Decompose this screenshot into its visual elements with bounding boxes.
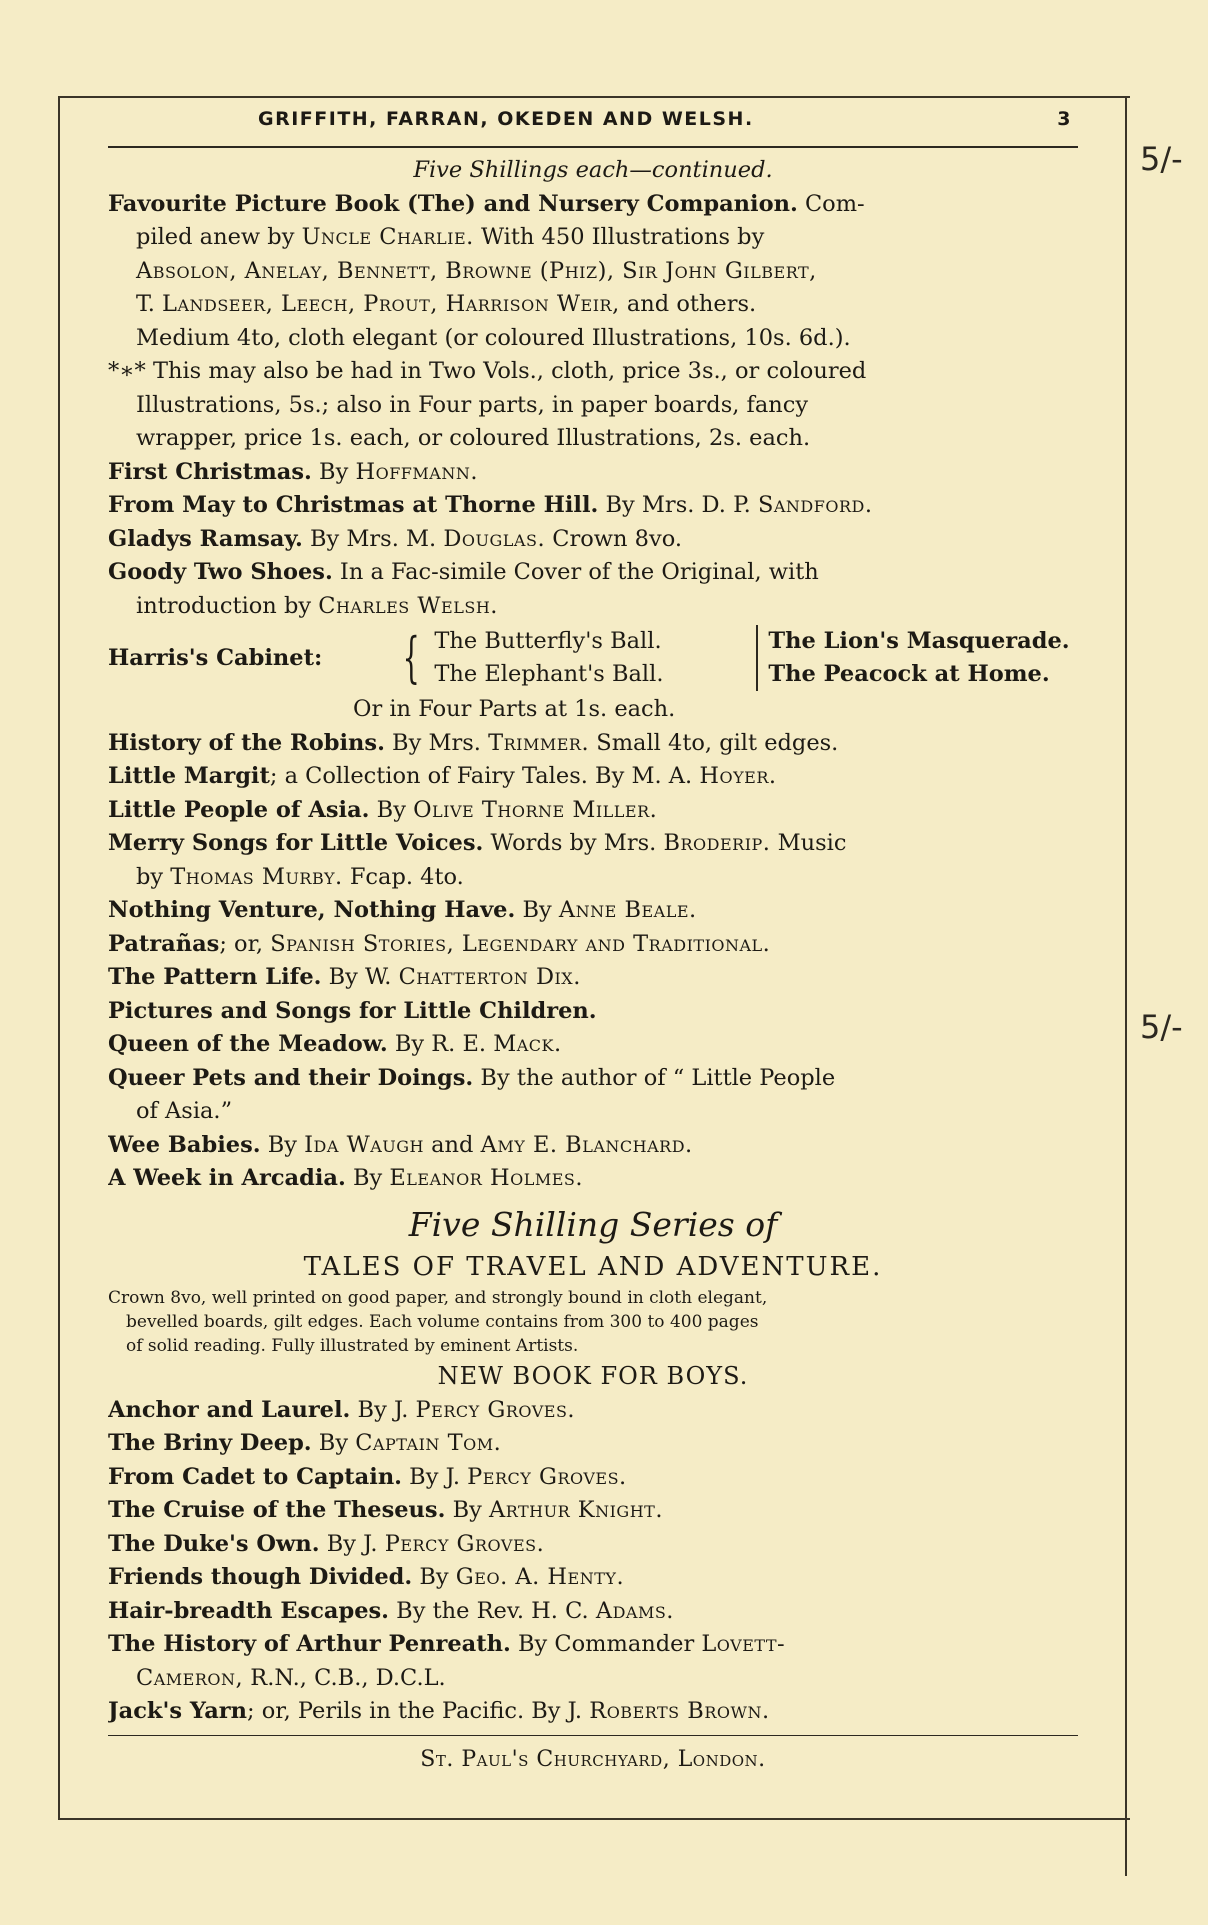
cabinet-title: The Lion's Masquerade. <box>768 628 1070 654</box>
entry-title: Nothing Venture, Nothing Have. <box>108 897 516 923</box>
entry-author: Adams. <box>595 1597 674 1624</box>
catalogue-entry <box>108 1427 1078 1461</box>
entry-text: By <box>260 1131 305 1158</box>
catalogue-entry <box>108 1028 1078 1062</box>
catalogue-entry-line <box>108 355 1078 389</box>
entry-text: By Mrs. M. <box>302 525 444 552</box>
catalogue-entry-line <box>108 221 1078 255</box>
catalogue-entry <box>108 188 1078 222</box>
section-heading: Five Shillings each—continued. <box>413 157 773 183</box>
entry-text: and others. <box>619 291 757 317</box>
entry-author: Trimmer. <box>488 729 590 756</box>
entry-text: R.N., C.B., D.C.L. <box>243 1664 446 1691</box>
catalogue-entry <box>108 1494 1078 1528</box>
entry-text: Music <box>770 830 847 856</box>
catalogue-entry <box>108 556 1078 590</box>
catalogue-entry <box>108 1461 1078 1495</box>
entry-text: Illustrations, 5s.; also in Four parts, in paper boards, fancy <box>136 391 809 418</box>
entry-title: Little Margit <box>108 763 270 789</box>
catalogue-page <box>108 108 1078 1778</box>
entry-text: ; or, <box>219 930 271 957</box>
catalogue-entry <box>108 456 1078 490</box>
entry-author: Broderip. <box>663 830 771 856</box>
cabinet-title: The Butterfly's Ball. <box>434 628 662 654</box>
entry-author: Percy Groves. <box>384 1530 545 1557</box>
cabinet-right-column <box>768 625 1069 691</box>
cabinet-title: The Peacock at Home. <box>768 661 1050 687</box>
entry-text: and <box>423 1131 481 1158</box>
cabinet-label: Harris's Cabinet: <box>108 645 323 671</box>
cabinet-title: The Elephant's Ball. <box>434 661 664 687</box>
header-rule <box>108 146 1078 148</box>
series-subtitle: TALES OF TRAVEL AND ADVENTURE. <box>303 1251 883 1282</box>
entry-title: Favourite Picture Book (The) and Nursery Companion. <box>108 190 798 217</box>
catalogue-entry <box>108 523 1078 557</box>
entry-text: In a Fac-simile Cover of the Original, with <box>332 559 819 585</box>
entry-title: Hair-breadth Escapes. <box>108 1597 390 1624</box>
entry-text: Crown 8vo. <box>545 525 682 552</box>
entry-author: Charles Welsh. <box>318 592 498 619</box>
entry-text: By the author of “ Little People <box>473 1064 836 1091</box>
entry-text: By <box>345 1165 390 1191</box>
entry-title: The Duke's Own. <box>108 1530 320 1557</box>
entry-title: First Christmas. <box>108 458 312 485</box>
entry-title: Merry Songs for Little Voices. <box>108 830 484 856</box>
entry-text: By <box>412 1564 456 1590</box>
entry-title: Friends though Divided. <box>108 1564 413 1590</box>
catalogue-entry-line <box>108 1095 1078 1129</box>
entry-author: Percy Groves. <box>415 1396 576 1423</box>
catalogue-entry-line <box>108 389 1078 423</box>
entry-text: piled anew by <box>136 224 302 250</box>
entry-title: The Pattern Life. <box>108 964 322 990</box>
entry-title: Jack's Yarn <box>108 1698 248 1724</box>
entry-title: The Cruise of the Theseus. <box>108 1497 446 1523</box>
entry-text: *∗* This may also be had in Two Vols., cloth, price 3s., or coloured <box>108 358 867 384</box>
publisher-header: GRIFFITH, FARRAN, OKEDEN AND WELSH. <box>258 108 754 130</box>
entry-title: From Cadet to Captain. <box>108 1463 403 1490</box>
entry-text: of Asia.” <box>136 1098 233 1124</box>
entry-text: By Mrs. D. P. <box>598 492 758 518</box>
catalogue-entry <box>108 1394 1078 1428</box>
entry-title: Gladys Ramsay. <box>108 525 303 552</box>
catalogue-entry-line <box>108 288 1078 322</box>
catalogue-entry <box>108 1695 1078 1729</box>
catalogue-entry <box>108 1595 1078 1629</box>
entry-author: Lovett- <box>701 1631 786 1657</box>
entry-text: introduction by <box>136 592 319 619</box>
catalogue-entry <box>108 827 1078 861</box>
section1-list-continued <box>108 727 1078 1196</box>
entry-author: Olive Thorne Miller. <box>413 796 658 823</box>
entry-author: Anne Beale. <box>558 897 697 923</box>
page-number: 3 <box>1057 108 1072 130</box>
entry-title: The History of Arthur Penreath. <box>108 1631 511 1657</box>
page-frame-right <box>1125 96 1127 1876</box>
margin-price-2: 5/- <box>1140 1008 1183 1046</box>
entry-text: By Mrs. <box>384 729 489 756</box>
entry-text: By J. <box>350 1396 416 1423</box>
entry-title: History of the Robins. <box>108 729 385 756</box>
catalogue-entry <box>108 894 1078 928</box>
entry-title: Queen of the Meadow. <box>108 1031 388 1057</box>
brace-icon: { <box>402 626 420 689</box>
new-book-heading: NEW BOOK FOR BOYS. <box>437 1361 749 1390</box>
entry-text: By <box>445 1497 489 1523</box>
entry-text: By <box>515 897 559 923</box>
entry-text: By <box>311 1430 356 1456</box>
catalogue-entry <box>108 1628 1078 1662</box>
entry-text: Com- <box>797 190 865 217</box>
entry-title: Pictures and Songs for Little Children. <box>108 997 597 1024</box>
entry-author: Thomas Murby. <box>170 863 343 890</box>
entry-author: Mack. <box>493 1031 562 1057</box>
section2-list <box>108 1394 1078 1729</box>
catalogue-entry <box>108 928 1078 962</box>
entry-text: wrapper, price 1s. each, or coloured Illustrations, 2s. each. <box>136 425 811 451</box>
catalogue-entry <box>108 1162 1078 1196</box>
catalogue-entry <box>108 794 1078 828</box>
entry-text: ; a Collection of Fairy Tales. By M. A. <box>269 763 700 789</box>
entry-text: by <box>136 863 171 890</box>
entry-author: Cameron, <box>136 1664 244 1691</box>
catalogue-entry-line <box>108 255 1078 289</box>
entry-author: Spanish Stories, Legendary and Traditional. <box>270 930 771 957</box>
footer-rule <box>108 1735 1078 1737</box>
entry-text: By R. E. <box>387 1031 494 1057</box>
section1-list <box>108 188 1078 624</box>
catalogue-entry-line <box>108 1662 1078 1696</box>
catalogue-entry <box>108 961 1078 995</box>
catalogue-entry <box>108 760 1078 794</box>
entry-title: Patrañas <box>108 930 220 957</box>
entry-author: Chatterton Dix. <box>398 964 581 990</box>
catalogue-entry <box>108 727 1078 761</box>
entry-title: Anchor and Laurel. <box>108 1396 351 1423</box>
entry-title: Wee Babies. <box>108 1131 261 1158</box>
catalogue-entry <box>108 1062 1078 1096</box>
entry-author: Douglas. <box>443 525 546 552</box>
catalogue-entry-line <box>108 322 1078 356</box>
entry-text: Words by Mrs. <box>483 830 664 856</box>
catalogue-entry <box>108 1528 1078 1562</box>
entry-text: ; or, Perils in the Pacific. By J. <box>247 1698 590 1724</box>
entry-text: By <box>369 796 414 823</box>
entry-author: Roberts Brown. <box>589 1698 770 1724</box>
entry-author: Eleanor Holmes. <box>389 1165 584 1191</box>
entry-title: Queer Pets and their Doings. <box>108 1064 474 1091</box>
entry-text: By W. <box>321 964 399 990</box>
entry-author: Hoffmann. <box>355 458 478 485</box>
series-description-line: of solid reading. Fully illustrated by eminent Artists. <box>126 1335 579 1356</box>
series-description-line: bevelled boards, gilt edges. Each volume contains from 300 to 400 pages <box>126 1311 759 1332</box>
catalogue-entry <box>108 489 1078 523</box>
entry-text: Medium 4to, cloth elegant (or coloured Illustrations, 10s. 6d.). <box>136 324 851 351</box>
entry-title: Goody Two Shoes. <box>108 559 333 585</box>
catalogue-entry <box>108 1561 1078 1595</box>
catalogue-entry-line <box>108 861 1078 895</box>
entry-text: T. <box>136 291 163 317</box>
entry-text: Small 4to, gilt edges. <box>589 729 839 756</box>
entry-author: Absolon, Anelay, Bennett, Browne (Phiz), Sir John Gilbert, <box>136 257 817 284</box>
entry-author: Sandford. <box>757 492 873 518</box>
entry-text: By the Rev. H. C. <box>389 1597 596 1624</box>
entry-author: Amy E. Blanchard. <box>480 1131 693 1158</box>
cabinet-note: Or in Four Parts at 1s. each. <box>353 696 676 722</box>
margin-price-1: 5/- <box>1140 140 1183 178</box>
entry-author: Captain Tom. <box>355 1430 502 1456</box>
entry-title: A Week in Arcadia. <box>108 1165 346 1191</box>
cabinet-left-column <box>434 625 758 691</box>
series-title: Five Shilling Series of <box>408 1204 778 1244</box>
series-description-line: Crown 8vo, well printed on good paper, and strongly bound in cloth elegant, <box>108 1287 768 1308</box>
footer-imprint: St. Paul's Churchyard, London. <box>420 1747 766 1772</box>
entry-text: By <box>311 458 356 485</box>
entry-text: By Commander <box>510 1631 702 1657</box>
entry-text: By J. <box>319 1530 385 1557</box>
entry-author: Uncle Charlie. <box>301 224 474 250</box>
entry-title: From May to Christmas at Thorne Hill. <box>108 492 599 518</box>
entry-author: Ida Waugh <box>304 1131 424 1158</box>
entry-text: By J. <box>402 1463 468 1490</box>
entry-title: The Briny Deep. <box>108 1430 312 1456</box>
harris-cabinet <box>108 623 1078 693</box>
entry-title: Little People of Asia. <box>108 796 370 823</box>
entry-author: Arthur Knight. <box>488 1497 663 1523</box>
catalogue-entry <box>108 1129 1078 1163</box>
running-header <box>108 108 1078 146</box>
entry-text: Fcap. 4to. <box>342 863 464 890</box>
entry-text: With 450 Illustrations by <box>473 224 765 250</box>
entry-author: Percy Groves. <box>467 1463 627 1490</box>
catalogue-entry <box>108 995 1078 1029</box>
entry-author: Landseer, Leech, Prout, Harrison Weir, <box>162 291 620 317</box>
catalogue-entry-line <box>108 590 1078 624</box>
entry-author: Geo. A. Henty. <box>455 1564 625 1590</box>
entry-author: Hoyer. <box>699 763 777 789</box>
catalogue-entry-line <box>108 422 1078 456</box>
